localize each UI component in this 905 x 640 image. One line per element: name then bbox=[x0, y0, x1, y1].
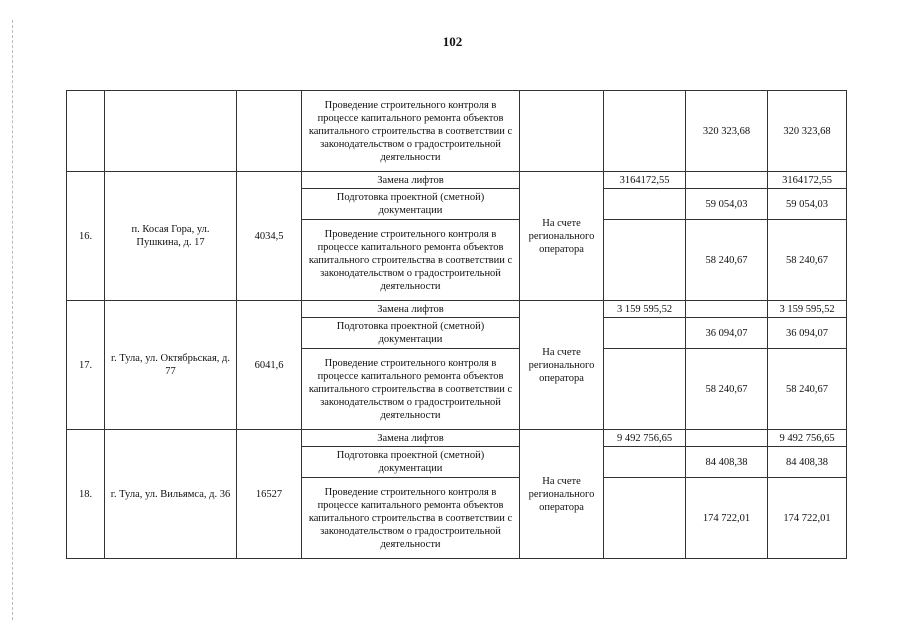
amount-total: 84 408,38 bbox=[768, 447, 847, 478]
amount-total: 58 240,67 bbox=[768, 349, 847, 430]
repair-program-table bbox=[66, 90, 847, 559]
amount-col2: 174 722,01 bbox=[686, 478, 768, 559]
index-cell bbox=[67, 91, 105, 172]
work-name: Замена лифтов bbox=[302, 301, 520, 318]
table-row-continuation bbox=[67, 91, 847, 172]
amount-total: 174 722,01 bbox=[768, 478, 847, 559]
amount-col2 bbox=[686, 430, 768, 447]
page-number: 102 bbox=[442, 34, 463, 49]
method-cell bbox=[520, 91, 604, 172]
amount-col2: 36 094,07 bbox=[686, 318, 768, 349]
amount-total: 58 240,67 bbox=[768, 220, 847, 301]
amount-total: 59 054,03 bbox=[768, 189, 847, 220]
work-name: Подготовка проектной (сметной) документации bbox=[302, 447, 520, 478]
amount-col2: 58 240,67 bbox=[686, 349, 768, 430]
amount-col2: 58 240,67 bbox=[686, 220, 768, 301]
work-name-cell: Проведение строительного контроля в процессе капитального ремонта объектов капитального строительства в соответствии с законодательством о градостроительной деятельности bbox=[302, 91, 520, 172]
amount-col1: 3 159 595,52 bbox=[604, 301, 686, 318]
amount-col2-cell: 320 323,68 bbox=[686, 91, 768, 172]
work-name: Проведение строительного контроля в процессе капитального ремонта объектов капитального строительства в соответствии с законодательством о градостроительной деятельности bbox=[302, 478, 520, 559]
table-row bbox=[67, 430, 847, 447]
row-index: 17. bbox=[67, 301, 105, 430]
amount-total: 9 492 756,65 bbox=[768, 430, 847, 447]
address-cell bbox=[105, 91, 237, 172]
amount-col2 bbox=[686, 172, 768, 189]
amount-total: 36 094,07 bbox=[768, 318, 847, 349]
row-area: 16527 bbox=[237, 430, 302, 559]
row-index: 16. bbox=[67, 172, 105, 301]
row-funding-method: На счете регионального оператора bbox=[520, 172, 604, 301]
amount-col1-cell bbox=[604, 91, 686, 172]
work-name: Проведение строительного контроля в процессе капитального ремонта объектов капитального строительства в соответствии с законодательством о градостроительной деятельности bbox=[302, 349, 520, 430]
amount-col1: 3164172,55 bbox=[604, 172, 686, 189]
amount-total: 3164172,55 bbox=[768, 172, 847, 189]
work-name: Подготовка проектной (сметной) документации bbox=[302, 318, 520, 349]
work-name: Подготовка проектной (сметной) документации bbox=[302, 189, 520, 220]
amount-col1 bbox=[604, 447, 686, 478]
work-name: Замена лифтов bbox=[302, 430, 520, 447]
amount-col2: 59 054,03 bbox=[686, 189, 768, 220]
amount-col2: 84 408,38 bbox=[686, 447, 768, 478]
work-name: Проведение строительного контроля в процессе капитального ремонта объектов капитального строительства в соответствии с законодательством о градостроительной деятельности bbox=[302, 220, 520, 301]
page-margin-rule bbox=[12, 20, 13, 620]
amount-col1 bbox=[604, 478, 686, 559]
row-address: п. Косая Гора, ул. Пушкина, д. 17 bbox=[105, 172, 237, 301]
table-row bbox=[67, 172, 847, 189]
amount-total-cell: 320 323,68 bbox=[768, 91, 847, 172]
amount-col1 bbox=[604, 220, 686, 301]
work-name: Замена лифтов bbox=[302, 172, 520, 189]
row-funding-method: На счете регионального оператора bbox=[520, 430, 604, 559]
row-address: г. Тула, ул. Октябрьская, д. 77 bbox=[105, 301, 237, 430]
row-address: г. Тула, ул. Вильямса, д. 36 bbox=[105, 430, 237, 559]
amount-col1: 9 492 756,65 bbox=[604, 430, 686, 447]
amount-col1 bbox=[604, 349, 686, 430]
row-funding-method: На счете регионального оператора bbox=[520, 301, 604, 430]
amount-col1 bbox=[604, 189, 686, 220]
table-row bbox=[67, 301, 847, 318]
amount-total: 3 159 595,52 bbox=[768, 301, 847, 318]
row-index: 18. bbox=[67, 430, 105, 559]
amount-col1 bbox=[604, 318, 686, 349]
row-area: 6041,6 bbox=[237, 301, 302, 430]
area-cell bbox=[237, 91, 302, 172]
row-area: 4034,5 bbox=[237, 172, 302, 301]
amount-col2 bbox=[686, 301, 768, 318]
